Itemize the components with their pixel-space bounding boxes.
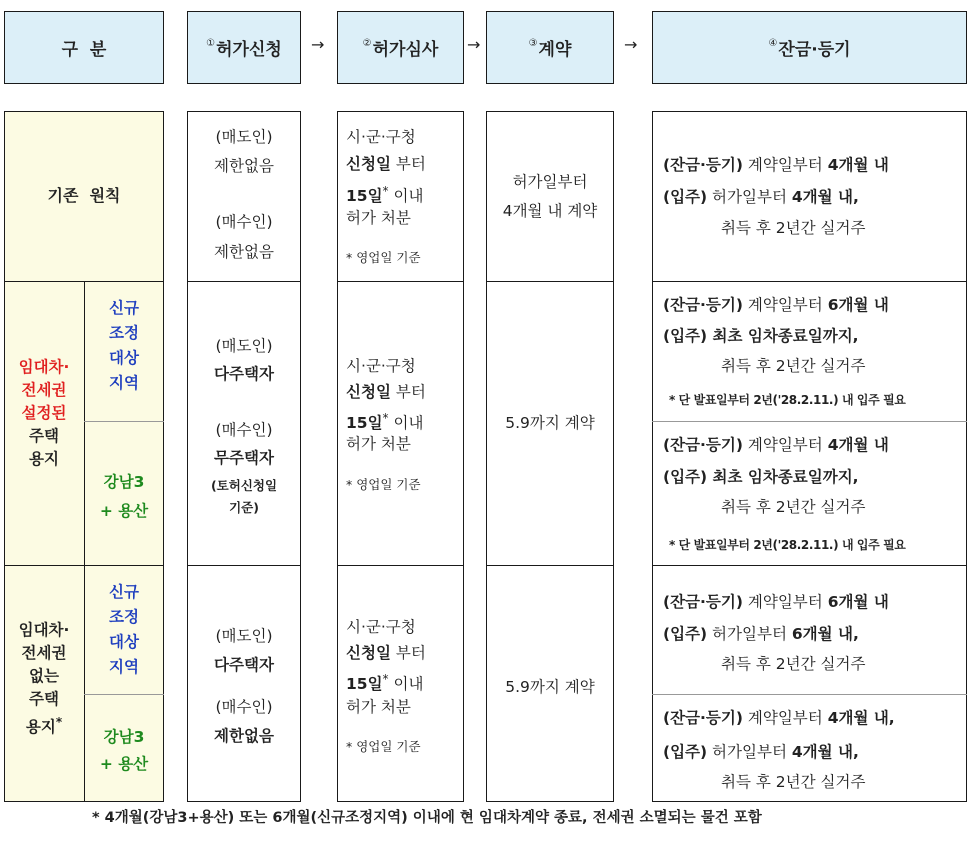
group3-review-note: * 영업일 기준 bbox=[346, 739, 421, 754]
group2-sub-new-adjusted bbox=[84, 296, 164, 396]
sub-label-line: 대상 bbox=[109, 349, 139, 367]
pay-text: 허가일부터 bbox=[707, 625, 792, 643]
row-divider bbox=[486, 281, 614, 282]
group2-buyer-value: 무주택자 bbox=[214, 449, 274, 467]
pay-text: 계약일부터 bbox=[742, 593, 828, 611]
arrow-icon: → bbox=[624, 35, 638, 54]
row-divider bbox=[337, 565, 464, 566]
pay-tag: (잔금·등기) bbox=[663, 296, 743, 314]
group2-seller-tag: (매도인) bbox=[215, 337, 273, 355]
row-divider bbox=[187, 281, 301, 282]
step3-label: 계약 bbox=[538, 40, 572, 60]
pay-bold: 4개월 내, bbox=[791, 743, 859, 761]
pay-bold: 4개월 내 bbox=[827, 436, 889, 454]
step1-number: ① bbox=[206, 38, 216, 49]
group2-review-line2 bbox=[346, 382, 426, 402]
group3-pay2-line1 bbox=[663, 708, 895, 728]
row-divider bbox=[337, 281, 464, 282]
pay-tag: (입주) bbox=[663, 188, 708, 206]
group3-pay1-line3: 취득 후 2년간 실거주 bbox=[721, 655, 866, 673]
group2-review-note: * 영업일 기준 bbox=[346, 477, 421, 492]
group2-pay1-note: * 단 발표일부터 2년('28.2.11.) 내 입주 필요 bbox=[669, 393, 906, 407]
subrow-divider bbox=[84, 694, 164, 695]
row1-review-note: * 영업일 기준 bbox=[346, 250, 421, 265]
group3-review-line4: 허가 처분 bbox=[346, 698, 411, 716]
row1-seller-tag: (매도인) bbox=[215, 128, 273, 146]
group2-buyer-note: (토허신청일 bbox=[210, 478, 278, 493]
group3-label-line: 없는 bbox=[29, 667, 59, 685]
step2-label: 허가심사 bbox=[372, 40, 439, 60]
review-text: 부터 bbox=[395, 383, 426, 401]
row1-review-line3 bbox=[346, 181, 423, 206]
sub-label-line: 대상 bbox=[109, 633, 139, 651]
sub-label-line: 강남3 bbox=[103, 473, 145, 491]
row1-review-line1: 시·군·구청 bbox=[346, 128, 416, 146]
subrow-divider bbox=[652, 694, 967, 695]
group2-buyer-note: 기준) bbox=[229, 500, 259, 515]
group2-label-line: 임대차· bbox=[18, 358, 70, 376]
subrow-divider bbox=[84, 421, 164, 422]
pay-tag: (입주) bbox=[663, 468, 708, 486]
group2-pay1-line1 bbox=[663, 295, 889, 315]
review-bold: 신청일 bbox=[346, 644, 391, 662]
group3-review-line2 bbox=[346, 643, 426, 663]
row1-contract-line1: 허가일부터 bbox=[512, 173, 588, 191]
pay-text: 계약일부터 bbox=[742, 436, 828, 454]
group2-pay1-line3: 취득 후 2년간 실거주 bbox=[721, 357, 866, 375]
group3-seller-tag: (매도인) bbox=[215, 627, 273, 645]
step4-label: 잔금·등기 bbox=[778, 40, 851, 60]
group2-review-line3 bbox=[346, 408, 423, 433]
step1-label: 허가신청 bbox=[216, 40, 282, 60]
review-star: * bbox=[382, 184, 389, 198]
review-text: 부터 bbox=[395, 644, 426, 662]
group2-label-line: 전세권 bbox=[21, 381, 67, 399]
group3-label bbox=[4, 619, 84, 739]
pay-tag: (입주) bbox=[663, 327, 708, 345]
row-divider bbox=[652, 565, 967, 566]
sub-label-line: 지역 bbox=[109, 658, 139, 676]
step3-number: ③ bbox=[528, 38, 538, 49]
group3-pay1-line2 bbox=[663, 624, 859, 644]
group2-pay2-note: * 단 발표일부터 2년('28.2.11.) 내 입주 필요 bbox=[669, 538, 906, 552]
group3-sub-gangnam bbox=[84, 724, 164, 778]
pay-bold: 6개월 내, bbox=[791, 625, 859, 643]
row1-seller-value: 제한없음 bbox=[214, 157, 274, 175]
group3-label-line: 주택 bbox=[29, 690, 59, 708]
group3-pay2-line2 bbox=[663, 742, 859, 762]
sub-label-line: + 용산 bbox=[99, 755, 149, 773]
pay-bold: 4개월 내, bbox=[791, 188, 859, 206]
header-step3 bbox=[486, 11, 614, 84]
group2-seller-value: 다주택자 bbox=[214, 365, 274, 383]
pay-bold: 6개월 내 bbox=[827, 296, 889, 314]
group3-label-star: * bbox=[55, 715, 63, 729]
group3-contract: 5.9까지 계약 bbox=[505, 678, 595, 696]
pay-bold: 최초 임차종료일까지, bbox=[707, 327, 859, 345]
arrow-icon: → bbox=[467, 35, 481, 54]
header-step2 bbox=[337, 11, 464, 84]
review-text: 이내 bbox=[388, 187, 424, 206]
group3-sub-new-adjusted bbox=[84, 580, 164, 680]
pay-text: 계약일부터 bbox=[742, 156, 828, 174]
group2-pay2-line1 bbox=[663, 435, 889, 455]
group2-review-line4: 허가 처분 bbox=[346, 435, 411, 453]
review-star: * bbox=[382, 672, 389, 686]
row1-pay-line1 bbox=[663, 155, 889, 175]
pay-bold: 6개월 내 bbox=[827, 593, 889, 611]
group2-pay1-line2 bbox=[663, 326, 859, 346]
pay-tag: (입주) bbox=[663, 743, 708, 761]
group3-label-line bbox=[4, 711, 84, 739]
step4-number: ④ bbox=[768, 38, 778, 49]
pay-tag: (잔금·등기) bbox=[663, 156, 743, 174]
pay-bold: 최초 임차종료일까지, bbox=[707, 468, 859, 486]
sub-label-line: 신규 bbox=[109, 299, 139, 317]
pay-text: 계약일부터 bbox=[742, 296, 828, 314]
pay-tag: (입주) bbox=[663, 625, 708, 643]
pay-tag: (잔금·등기) bbox=[663, 709, 743, 727]
sub-label-line: 조정 bbox=[109, 608, 139, 626]
sub-label-line: 강남3 bbox=[103, 728, 145, 746]
group2-label-line: 주택 bbox=[29, 427, 59, 445]
group2-review-line1: 시·군·구청 bbox=[346, 357, 416, 375]
group2-label bbox=[4, 356, 84, 471]
header-gubun bbox=[4, 11, 164, 84]
step2-number: ② bbox=[362, 38, 372, 49]
sub-label-line: 신규 bbox=[109, 583, 139, 601]
group2-contract: 5.9까지 계약 bbox=[505, 414, 595, 432]
payment-column bbox=[652, 111, 967, 802]
group3-review-line3 bbox=[346, 669, 423, 694]
review-text: 이내 bbox=[388, 675, 424, 694]
arrow-icon: → bbox=[311, 35, 325, 54]
group3-pay1-line1 bbox=[663, 592, 889, 612]
row1-review-line2 bbox=[346, 154, 426, 174]
group3-review-line1: 시·군·구청 bbox=[346, 618, 416, 636]
row1-label: 기존 원칙 bbox=[47, 186, 121, 205]
group2-pay2-line2 bbox=[663, 467, 859, 487]
review-bold: 15일 bbox=[346, 675, 383, 694]
pay-text: 허가일부터 bbox=[707, 188, 792, 206]
group3-label-text: 용지 bbox=[25, 718, 56, 737]
pay-text: 계약일부터 bbox=[742, 709, 828, 727]
pay-text: 허가일부터 bbox=[707, 743, 792, 761]
group3-buyer-value: 제한없음 bbox=[214, 727, 274, 745]
pay-bold: 4개월 내, bbox=[827, 709, 895, 727]
group2-label-line: 용지 bbox=[29, 450, 59, 468]
group3-label-line: 임대차· bbox=[18, 621, 70, 639]
row1-contract-line2: 4개월 내 계약 bbox=[502, 202, 598, 220]
sub-label-line: + 용산 bbox=[99, 502, 149, 520]
review-bold: 신청일 bbox=[346, 383, 391, 401]
header-step4 bbox=[652, 11, 967, 84]
header-step1 bbox=[187, 11, 301, 84]
row-divider bbox=[187, 565, 301, 566]
row1-review-line4: 허가 처분 bbox=[346, 209, 411, 227]
row-divider bbox=[652, 281, 967, 282]
sub-label-line: 지역 bbox=[109, 374, 139, 392]
review-bold: 15일 bbox=[346, 414, 383, 433]
group2-sub-gangnam bbox=[84, 468, 164, 526]
pay-bold: 4개월 내 bbox=[827, 156, 889, 174]
group2-pay2-line3: 취득 후 2년간 실거주 bbox=[721, 498, 866, 516]
review-bold: 15일 bbox=[346, 187, 383, 206]
group3-buyer-tag: (매수인) bbox=[215, 698, 273, 716]
header-gubun-label: 구 분 bbox=[61, 40, 107, 60]
sub-label-line: 조정 bbox=[109, 324, 139, 342]
group2-label-line: 설정된 bbox=[21, 404, 67, 422]
review-text: 이내 bbox=[388, 414, 424, 433]
row1-buyer-value: 제한없음 bbox=[214, 243, 274, 261]
pay-tag: (잔금·등기) bbox=[663, 436, 743, 454]
group3-seller-value: 다주택자 bbox=[214, 656, 274, 674]
review-text: 부터 bbox=[395, 155, 426, 173]
row-divider bbox=[486, 565, 614, 566]
row1-buyer-tag: (매수인) bbox=[215, 213, 273, 231]
group2-buyer-tag: (매수인) bbox=[215, 421, 273, 439]
group3-label-line: 전세권 bbox=[21, 644, 67, 662]
row1-pay-line3: 취득 후 2년간 실거주 bbox=[721, 219, 866, 237]
pay-tag: (잔금·등기) bbox=[663, 593, 743, 611]
footnote: * 4개월(강남3+용산) 또는 6개월(신규조정지역) 이내에 현 임대차계약 종료, 전세권 소멸되는 물건 포함 bbox=[92, 810, 762, 826]
review-bold: 신청일 bbox=[346, 155, 391, 173]
review-star: * bbox=[382, 411, 389, 425]
row1-pay-line2 bbox=[663, 187, 859, 207]
subrow-divider bbox=[652, 421, 967, 422]
group3-pay2-line3: 취득 후 2년간 실거주 bbox=[721, 773, 866, 791]
